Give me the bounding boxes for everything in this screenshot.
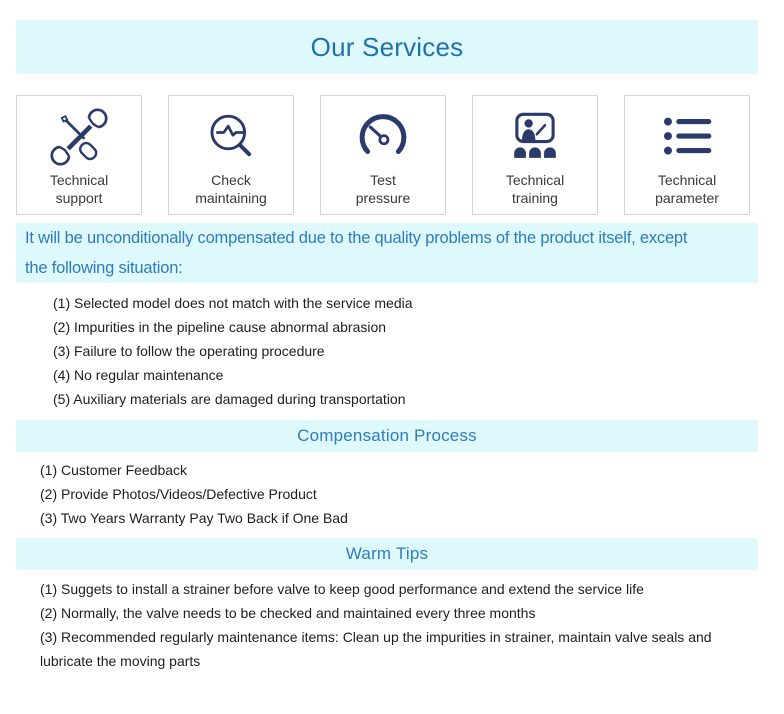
service-card-technical-parameter <box>624 95 750 215</box>
service-card-check-maintaining <box>168 95 294 215</box>
list-item: (4) No regular maintenance <box>53 367 224 383</box>
service-label-line: parameter <box>655 190 719 206</box>
service-card-label <box>655 171 719 207</box>
warranty-banner-line: It will be unconditionally compensated due to the quality problems of the product itself, except <box>25 229 688 247</box>
list-item: (3) Two Years Warranty Pay Two Back if One Bad <box>40 510 348 526</box>
list-item: (3) Failure to follow the operating procedure <box>53 343 325 359</box>
service-cards-row <box>16 95 758 215</box>
service-label-line: pressure <box>355 190 411 206</box>
service-card-label <box>195 171 267 207</box>
service-label-line: Technical <box>657 172 717 188</box>
service-label-line: maintaining <box>195 190 267 206</box>
service-card-technical-training <box>472 95 598 215</box>
service-label-line: Technical <box>49 172 109 188</box>
compensation-process-title: Compensation Process <box>297 426 477 445</box>
list-icon <box>658 106 716 168</box>
warranty-banner-line: the following situation: <box>25 259 183 277</box>
page-title: Our Services <box>310 32 464 62</box>
list-item: (2) Impurities in the pipeline cause abnormal abrasion <box>53 319 387 335</box>
service-label-line: Check <box>211 172 251 188</box>
service-card-label <box>50 171 108 207</box>
service-label-line: Test <box>370 172 396 188</box>
magnifier-pulse-icon <box>202 106 260 168</box>
list-item: (3) Recommended regularly maintenance items: Clean up the impurities in strainer, maintain valve seals and lubricate the moving parts <box>40 629 712 669</box>
list-item: (1) Selected model does not match with the service media <box>53 295 413 311</box>
list-item: (5) Auxiliary materials are damaged during transportation <box>53 391 406 407</box>
page-title-band <box>16 20 758 74</box>
service-card-test-pressure <box>320 95 446 215</box>
list-item: (2) Provide Photos/Videos/Defective Product <box>40 486 317 502</box>
training-icon <box>506 106 564 168</box>
service-card-technical-support <box>16 95 142 215</box>
compensation-process-band <box>16 420 758 452</box>
gauge-icon <box>354 106 412 168</box>
service-label-line: training <box>512 190 558 206</box>
list-item: (1) Suggets to install a strainer before valve to keep good performance and extend the service life <box>40 581 644 597</box>
warm-tips-title: Warm Tips <box>345 544 429 563</box>
list-item: (2) Normally, the valve needs to be checked and maintained every three months <box>40 605 536 621</box>
warm-tips-band <box>16 538 758 570</box>
warm-tips-list <box>16 577 736 673</box>
list-item: (1) Customer Feedback <box>40 462 188 478</box>
tools-icon <box>50 106 108 168</box>
warranty-banner <box>16 223 758 283</box>
service-label-line: support <box>55 190 103 206</box>
service-card-label <box>506 171 564 207</box>
service-label-line: Technical <box>505 172 565 188</box>
exclusions-list <box>16 291 758 411</box>
compensation-process-list <box>16 458 758 530</box>
service-card-label <box>356 171 410 207</box>
